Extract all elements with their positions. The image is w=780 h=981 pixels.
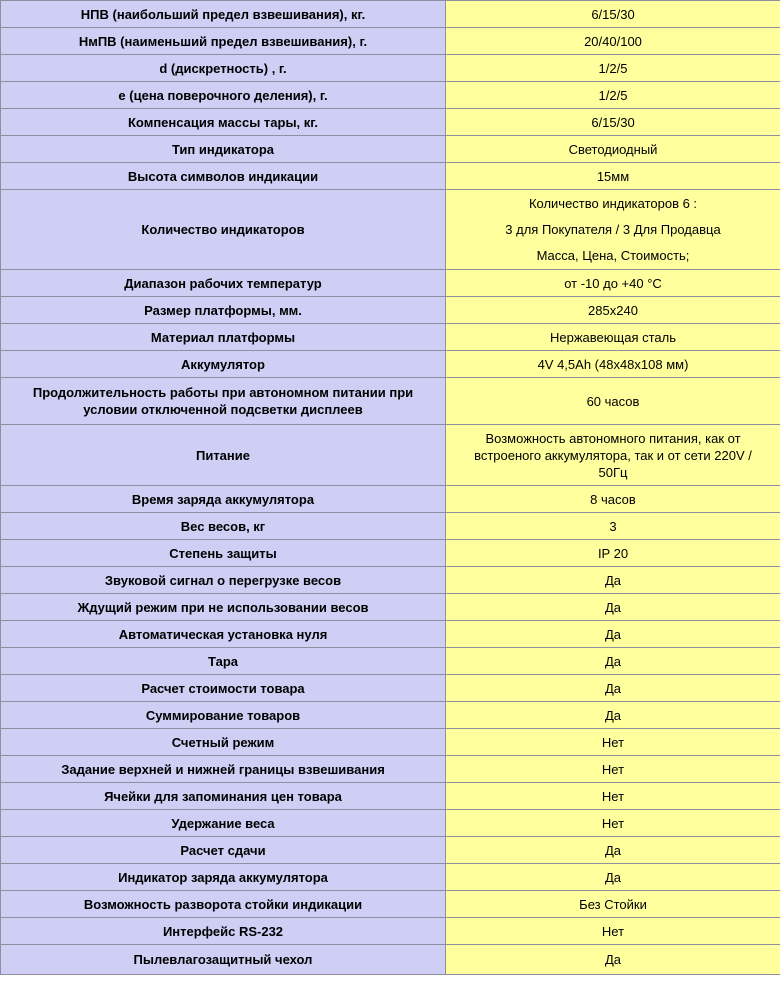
spec-row-tare: [1, 648, 780, 675]
spec-row-indicator-count: [1, 190, 780, 270]
spec-value: Да: [446, 675, 780, 702]
spec-label: Тип индикатора: [1, 136, 446, 163]
spec-row-temperature-range: [1, 270, 780, 297]
spec-value: 60 часов: [446, 378, 780, 425]
spec-value: Нет: [446, 918, 780, 945]
spec-row-platform-material: [1, 324, 780, 351]
spec-label: Счетный режим: [1, 729, 446, 756]
spec-value: 6/15/30: [446, 109, 780, 136]
spec-row-charge-time: [1, 486, 780, 513]
spec-value: 1/2/5: [446, 55, 780, 82]
spec-label: е (цена поверочного деления), г.: [1, 82, 446, 109]
spec-value: 285x240: [446, 297, 780, 324]
spec-row-verification-interval: [1, 82, 780, 109]
spec-label: Задание верхней и нижней границы взвешивания: [1, 756, 446, 783]
spec-label: НмПВ (наименьший предел взвешивания), г.: [1, 28, 446, 55]
spec-value: IP 20: [446, 540, 780, 567]
spec-row-rs232: [1, 918, 780, 945]
spec-row-standby-mode: [1, 594, 780, 621]
spec-value: Без Стойки: [446, 891, 780, 918]
spec-row-battery: [1, 351, 780, 378]
spec-row-price-calculation: [1, 675, 780, 702]
spec-label: Размер платформы, мм.: [1, 297, 446, 324]
spec-value: 3: [446, 513, 780, 540]
spec-label: Диапазон рабочих температур: [1, 270, 446, 297]
spec-row-indicator-type: [1, 136, 780, 163]
spec-value: от -10 до +40 °С: [446, 270, 780, 297]
spec-label: d (дискретность) , г.: [1, 55, 446, 82]
spec-label: Возможность разворота стойки индикации: [1, 891, 446, 918]
spec-value: Да: [446, 864, 780, 891]
spec-label: Высота символов индикации: [1, 163, 446, 190]
spec-label: НПВ (наибольший предел взвешивания), кг.: [1, 1, 446, 28]
spec-value: [446, 425, 780, 486]
spec-value-line: Количество индикаторов 6 :: [528, 195, 698, 211]
spec-row-counting-mode: [1, 729, 780, 756]
spec-row-auto-zero: [1, 621, 780, 648]
spec-value: Нет: [446, 729, 780, 756]
spec-value: Да: [446, 621, 780, 648]
spec-value-line: встроеного аккумулятора, так и от сети 220V /: [474, 447, 752, 463]
spec-row-discreteness: [1, 55, 780, 82]
spec-value-line: Масса, Цена, Стоимость;: [536, 247, 690, 263]
spec-label: Интерфейс RS-232: [1, 918, 446, 945]
spec-value: Нержавеющая сталь: [446, 324, 780, 351]
spec-value: Да: [446, 945, 780, 975]
spec-label: Автоматическая установка нуля: [1, 621, 446, 648]
spec-label: Время заряда аккумулятора: [1, 486, 446, 513]
spec-row-max-capacity: [1, 1, 780, 28]
spec-label: [1, 378, 446, 425]
spec-value: Да: [446, 702, 780, 729]
spec-label-line: Продолжительность работы при автономном питании при: [32, 385, 414, 400]
spec-label: Пылевлагозащитный чехол: [1, 945, 446, 975]
spec-row-platform-size: [1, 297, 780, 324]
spec-row-battery-runtime: [1, 378, 780, 425]
spec-label: Компенсация массы тары, кг.: [1, 109, 446, 136]
spec-row-power: [1, 425, 780, 486]
spec-label: Расчет сдачи: [1, 837, 446, 864]
spec-label: Тара: [1, 648, 446, 675]
spec-label: Ячейки для запоминания цен товара: [1, 783, 446, 810]
spec-row-stand-rotation: [1, 891, 780, 918]
spec-label: Аккумулятор: [1, 351, 446, 378]
spec-value: 1/2/5: [446, 82, 780, 109]
spec-value: Да: [446, 648, 780, 675]
spec-value: Нет: [446, 756, 780, 783]
spec-value: Светодиодный: [446, 136, 780, 163]
spec-row-battery-indicator: [1, 864, 780, 891]
spec-row-symbol-height: [1, 163, 780, 190]
spec-row-weighing-limits: [1, 756, 780, 783]
spec-value: 4V 4,5Ah (48x48x108 мм): [446, 351, 780, 378]
spec-label: Материал платформы: [1, 324, 446, 351]
spec-row-summation: [1, 702, 780, 729]
spec-value: [446, 190, 780, 270]
spec-label: Вес весов, кг: [1, 513, 446, 540]
spec-value: 6/15/30: [446, 1, 780, 28]
spec-label: Индикатор заряда аккумулятора: [1, 864, 446, 891]
spec-value-line: 3 для Покупателя / 3 Для Продавца: [505, 221, 721, 237]
spec-value: Нет: [446, 810, 780, 837]
spec-value: Да: [446, 594, 780, 621]
spec-value: 15мм: [446, 163, 780, 190]
spec-value: Нет: [446, 783, 780, 810]
spec-label: Количество индикаторов: [1, 190, 446, 270]
spec-label: Звуковой сигнал о перегрузке весов: [1, 567, 446, 594]
spec-value: 20/40/100: [446, 28, 780, 55]
spec-row-tare-compensation: [1, 109, 780, 136]
spec-row-price-memory: [1, 783, 780, 810]
spec-row-scale-weight: [1, 513, 780, 540]
spec-label-line: условии отключенной подсветки дисплеев: [83, 402, 363, 417]
spec-value-line: 50Гц: [598, 464, 628, 480]
spec-value: Да: [446, 837, 780, 864]
spec-label: Степень защиты: [1, 540, 446, 567]
spec-label: Суммирование товаров: [1, 702, 446, 729]
spec-value: Да: [446, 567, 780, 594]
spec-label: Питание: [1, 425, 446, 486]
spec-row-overload-signal: [1, 567, 780, 594]
spec-row-protection-degree: [1, 540, 780, 567]
spec-value-line: Возможность автономного питания, как от: [485, 430, 741, 446]
spec-row-weight-hold: [1, 810, 780, 837]
spec-label: Ждущий режим при не использовании весов: [1, 594, 446, 621]
spec-label: Расчет стоимости товара: [1, 675, 446, 702]
spec-row-dust-cover: [1, 945, 780, 975]
spec-value: 8 часов: [446, 486, 780, 513]
spec-row-change-calculation: [1, 837, 780, 864]
spec-row-min-capacity: [1, 28, 780, 55]
spec-label: Удержание веса: [1, 810, 446, 837]
